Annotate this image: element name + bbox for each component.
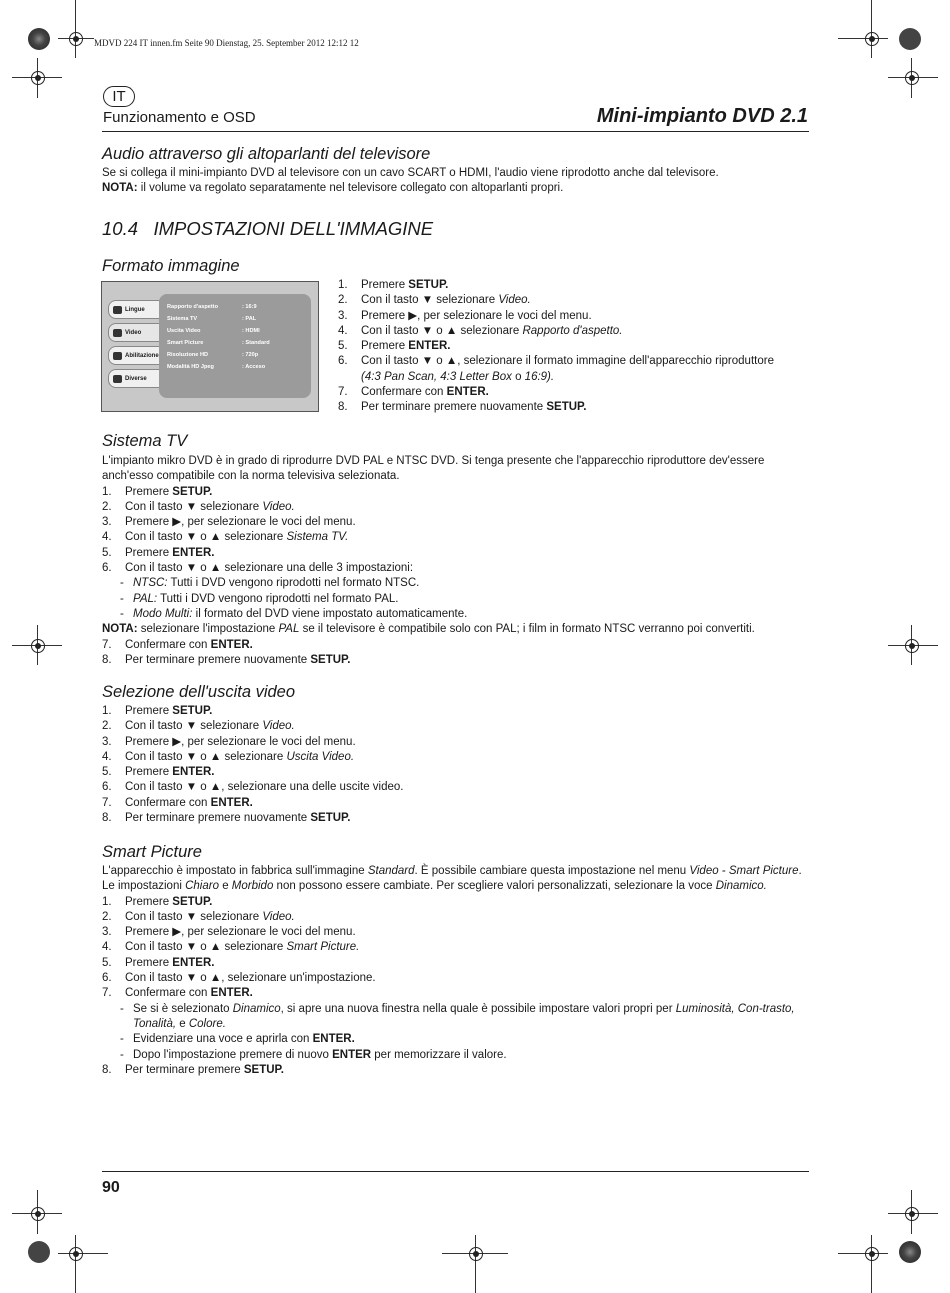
- list-item: 1. Premere SETUP.: [102, 485, 213, 498]
- osd-tab-diverse: Diverse: [108, 369, 160, 388]
- section-heading: 10.4 IMPOSTAZIONI DELL'IMMAGINE: [102, 218, 434, 239]
- osd-row-label: Sistema TV: [167, 316, 198, 322]
- option-item: - PAL: Tutti i DVD vengono riprodotti nel formato PAL.: [120, 592, 399, 605]
- list-item: 6. Con il tasto ▼ o ▲, selezionare una delle uscite video.: [102, 781, 404, 794]
- osd-tab-abilitazione: Abilitazione: [108, 346, 160, 365]
- smart-heading: Smart Picture: [102, 843, 202, 861]
- osd-row-label: Smart Picture: [167, 340, 204, 346]
- list-item: 7. Confermare con ENTER.: [338, 386, 489, 399]
- option-item: - Dopo l'impostazione premere di nuovo ENTER per memorizzare il valore.: [120, 1048, 507, 1061]
- audio-heading: Audio attraverso gli altoparlanti del televisore: [102, 145, 431, 163]
- list-item: 8. Per terminare premere SETUP.: [102, 1063, 284, 1076]
- print-slug: MDVD 224 IT innen.fm Seite 90 Dienstag, 25. September 2012 12:12 12: [94, 38, 359, 48]
- osd-tab-lingue: Lingue: [108, 300, 160, 319]
- osd-row-value: : HDMI: [242, 328, 260, 334]
- sistema-body: L'impianto mikro DVD è in grado di riprodurre DVD PAL e NTSC DVD. Si tenga presente che l'apparecchio riproduttore dev'essere anch'esso compatibile con la norma televisiva selezionata. 1. Premere SETUP. 2. Con il tasto ▼ selezionare Video. 3. Premere ▶, per selezionare le voci del menu. 4. Con il tasto ▼ o ▲ selezionare Sistema TV. 5. Premere ENTER. 6. Con il tasto ▼ o ▲ selezionare una delle 3 impostazioni: - NTSC: Tutti i DVD vengono riprodotti nel formato NTSC. - PAL: Tutti i DVD vengono riprodotti nel formato PAL. - Modo Multi: il formato del DVD viene impostato automaticamente. NOTA: selezionare l'impostazione PAL se il televisore è compatibile solo con PAL; i film in formato NTSC verranno poi convertiti. 7. Confermare con ENTER. 8. Per terminare premere nuovamente SETUP.: [102, 454, 814, 668]
- osd-panel: [159, 294, 311, 398]
- list-item: 4. Con il tasto ▼ o ▲ selezionare Uscita Video.: [102, 750, 355, 763]
- list-item: 7. Confermare con ENTER.: [102, 796, 253, 809]
- list-item: 5. Premere ENTER.: [338, 340, 451, 353]
- osd-row-label: Modalità HD Jpeg: [167, 364, 214, 370]
- list-item: 3. Premere ▶, per selezionare le voci del menu.: [102, 735, 356, 748]
- osd-row-value: : 720p: [242, 352, 259, 358]
- list-item: 6. Con il tasto ▼ o ▲ selezionare una delle 3 impostazioni:: [102, 562, 414, 575]
- list-item: 6. Con il tasto ▼ o ▲, selezionare il formato immagine dell'apparecchio riproduttore (4:3 Pan Scan, 4:3 Letter Box o 16:9).: [338, 355, 774, 383]
- list-item: 1. Premere SETUP.: [102, 705, 213, 717]
- list-item: 5. Premere ENTER.: [102, 546, 215, 559]
- header-rule: [102, 131, 809, 132]
- list-item: 5. Premere ENTER.: [102, 956, 215, 969]
- list-item: 4. Con il tasto ▼ o ▲ selezionare Smart Picture.: [102, 941, 360, 954]
- osd-row-value: : 16:9: [242, 304, 257, 310]
- footer-rule: [102, 1171, 809, 1172]
- option-item: - NTSC: Tutti i DVD vengono riprodotti nel formato NTSC.: [120, 577, 420, 590]
- list-item: 3. Premere ▶, per selezionare le voci del menu.: [338, 309, 592, 322]
- option-item: - Evidenziare una voce e aprirla con ENTER.: [120, 1033, 355, 1046]
- osd-row-label: Rapporto d'aspetto: [167, 304, 219, 310]
- list-item: 2. Con il tasto ▼ selezionare Video.: [102, 720, 295, 733]
- option-item: - Se si è selezionato Dinamico, si apre una nuova finestra nella quale è possibile impostare valori propri per Luminosità, Con-trasto, Tonalità, e Colore.: [120, 1002, 795, 1030]
- list-item: 8. Per terminare premere nuovamente SETUP.: [102, 653, 351, 666]
- osd-row-label: Risoluzione HD: [167, 352, 209, 358]
- list-item: 1. Premere SETUP.: [338, 279, 449, 291]
- list-item: 7. Confermare con ENTER.: [102, 987, 253, 1000]
- list-item: 8. Per terminare premere nuovamente SETUP.: [338, 401, 587, 414]
- list-item: 2. Con il tasto ▼ selezionare Video.: [338, 294, 531, 307]
- list-item: 6. Con il tasto ▼ o ▲, selezionare un'impostazione.: [102, 972, 376, 985]
- list-item: 4. Con il tasto ▼ o ▲ selezionare Rapporto d'aspetto.: [338, 324, 623, 337]
- list-item: 2. Con il tasto ▼ selezionare Video.: [102, 500, 295, 513]
- smart-body: [102, 864, 814, 1078]
- osd-menu-screenshot: [101, 281, 319, 412]
- language-badge: IT: [103, 86, 135, 107]
- osd-tab-video: Video: [108, 323, 160, 342]
- list-item: 4. Con il tasto ▼ o ▲ selezionare Sistema TV.: [102, 531, 349, 544]
- header-title: Mini-impianto DVD 2.1: [596, 105, 808, 127]
- list-item: 3. Premere ▶, per selezionare le voci del menu.: [102, 516, 356, 529]
- smart-intro: L'apparecchio è impostato in fabbrica sull'immagine Standard. È possibile cambiare questa impostazione nel menu Video - Smart Picture. Le impostazioni Chiaro e Morbido non possono essere cambiate. Per scegliere valori personalizzati, selezionare la voce Dinamico.: [102, 865, 802, 893]
- list-item: 3. Premere ▶, per selezionare le voci del menu.: [102, 926, 356, 939]
- uscita-heading: Selezione dell'uscita video: [102, 683, 296, 701]
- osd-row-value: : PAL: [242, 316, 257, 322]
- list-item: 7. Confermare con ENTER.: [102, 638, 253, 651]
- list-item: 5. Premere ENTER.: [102, 766, 215, 779]
- osd-row-value: : Standard: [242, 340, 270, 346]
- sistema-heading: Sistema TV: [102, 432, 188, 450]
- page-number: 90: [102, 1179, 120, 1196]
- osd-row-label: Uscita Video: [167, 328, 201, 334]
- uscita-steps: [102, 704, 814, 826]
- option-item: - Modo Multi: il formato del DVD viene impostato automaticamente.: [120, 607, 468, 620]
- list-item: 8. Per terminare premere nuovamente SETUP.: [102, 812, 351, 825]
- header-chapter: Funzionamento e OSD: [103, 109, 256, 126]
- sistema-nota: NOTA: selezionare l'impostazione PAL se il televisore è compatibile solo con PAL; i film in formato NTSC verranno poi convertiti.: [102, 623, 755, 636]
- list-item: 2. Con il tasto ▼ selezionare Video.: [102, 910, 295, 923]
- list-item: 1. Premere SETUP.: [102, 895, 213, 908]
- osd-row-value: : Acceso: [242, 364, 266, 370]
- audio-text: Se si collega il mini-impianto DVD al televisore con un cavo SCART o HDMI, l'audio viene riprodotto anche dal televisore. NOTA: il volume va regolato separatamente nel televisore collegato con altoparlanti propri.: [102, 167, 719, 195]
- formato-steps: [338, 278, 813, 416]
- formato-heading: Formato immagine: [102, 257, 240, 275]
